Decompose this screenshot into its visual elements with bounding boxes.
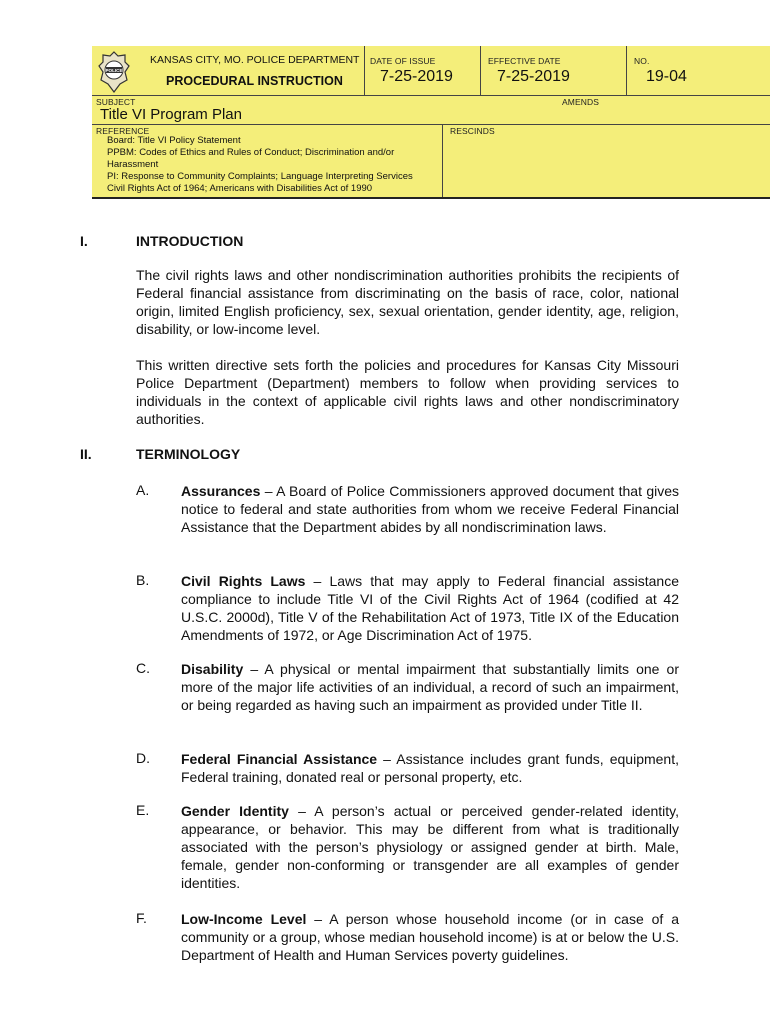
- rescinds-label: RESCINDS: [450, 126, 495, 136]
- term-text: – A person whose household income (or in case of a community or a group, whose median household income) is at or below the U.S. Department of Health and Human Services poverty guidelines.: [181, 911, 680, 963]
- subject-value: Title VI Program Plan: [100, 106, 242, 123]
- reference-item: PPBM: Codes of Ethics and Rules of Conduct; Discrimination and/or: [107, 147, 395, 158]
- subject-label: SUBJECT: [96, 97, 136, 107]
- effective-date-label: EFFECTIVE DATE: [488, 56, 561, 66]
- term-text: – A Board of Police Commissioners approved document that gives notice to federal and state authorities from whom we receive Federal Financial Assistance that the Department abides by all nondiscrimination laws.: [181, 483, 679, 535]
- term-name: Federal Financial Assistance: [181, 751, 378, 767]
- reference-item: Civil Rights Act of 1964; Americans with Disabilities Act of 1990: [107, 183, 373, 194]
- term-name: Low-Income Level: [181, 911, 307, 927]
- term-letter: E.: [136, 802, 150, 818]
- logo-text: POLICE: [105, 67, 123, 73]
- date-of-issue-value: 7-25-2019: [380, 68, 453, 85]
- amends-label: AMENDS: [562, 97, 599, 107]
- term-letter: F.: [136, 910, 147, 926]
- term-name: Disability: [181, 661, 244, 677]
- number-label: NO.: [634, 56, 650, 66]
- reference-item: PI: Response to Community Complaints; Language Interpreting Services: [107, 171, 413, 182]
- term-definition: [181, 910, 679, 964]
- reference-item: Harassment: [107, 159, 159, 170]
- term-text: – Laws that may apply to Federal financial assistance compliance to include Title VI of the Civil Rights Act of 1964 (codified at 42 U.S.C. 2000d), Title V of the Rehabilitation Act of 1973, Title IX of the Education Amendments of 1972, or Age Discrimination Act of 1975.: [181, 573, 679, 643]
- section-title-terminology: TERMINOLOGY: [136, 446, 241, 462]
- date-of-issue-label: DATE OF ISSUE: [370, 56, 436, 66]
- intro-paragraph-2: This written directive sets forth the policies and procedures for Kansas City Missouri Police Department (Department) members to follow when providing services to individuals in the context of applicable civil rights laws and other nondiscriminatory authorities.: [136, 357, 679, 427]
- term-letter: B.: [136, 572, 150, 588]
- term-letter: A.: [136, 482, 150, 498]
- term-definition: [181, 572, 679, 644]
- term-text: – A person’s actual or perceived gender-related identity, appearance, or behavior. This may be different from what is traditionally associated with the person’s physiology or assigned gender at birth. Male, female, gender non-conforming or transgender are all examples of gender identities.: [181, 803, 680, 891]
- term-name: Civil Rights Laws: [181, 573, 306, 589]
- effective-date-value: 7-25-2019: [497, 68, 570, 85]
- term-definition: [181, 802, 679, 892]
- number-value: 19-04: [646, 68, 687, 85]
- term-name: Assurances: [181, 483, 261, 499]
- section-number-terminology: II.: [80, 446, 92, 462]
- document-type: PROCEDURAL INSTRUCTION: [166, 74, 343, 88]
- term-text: – A physical or mental impairment that substantially limits one or more of the major life activities of an individual, a record of such an impairment, or being regarded as having such an impairment as provided under Title II.: [181, 661, 679, 713]
- term-definition: [181, 482, 679, 536]
- reference-label: REFERENCE: [96, 126, 150, 136]
- term-letter: C.: [136, 660, 150, 676]
- term-name: Gender Identity: [181, 803, 289, 819]
- term-definition: [181, 660, 679, 714]
- term-definition: [181, 750, 679, 786]
- term-letter: D.: [136, 750, 150, 766]
- section-number-intro: I.: [80, 233, 88, 249]
- section-title-intro: INTRODUCTION: [136, 233, 244, 249]
- term-text: – Assistance includes grant funds, equipment, Federal training, donated real or personal property, etc.: [181, 751, 679, 785]
- intro-paragraph-1: The civil rights laws and other nondiscrimination authorities prohibits the recipients of Federal financial assistance from discriminating on the basis of race, color, national origin, limited English proficiency, sex, sexual orientation, gender identity, age, religion, disability, or low-income level.: [136, 267, 679, 337]
- department-name: KANSAS CITY, MO. POLICE DEPARTMENT: [150, 54, 360, 66]
- reference-item: Board: Title VI Policy Statement: [107, 135, 241, 146]
